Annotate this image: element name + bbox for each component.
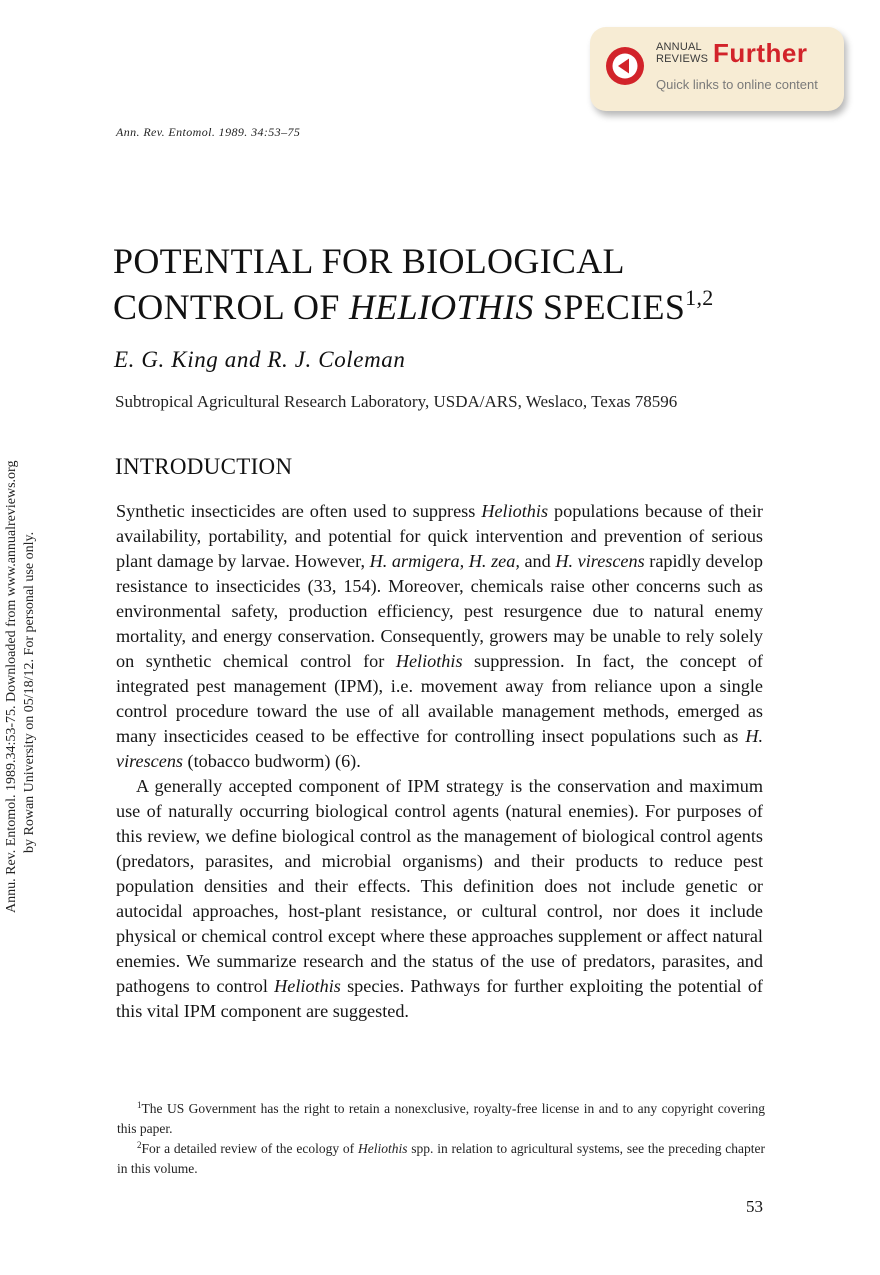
text-run: suppression. In fact, the concept of integrated pest management (IPM), i.e. movement away from reliance upon a single control procedure toward the use of all available management methods, emerged as many insecticides ceased to be effective for controlling insect populations such as	[116, 651, 763, 746]
page-number: 53	[746, 1197, 763, 1216]
paragraph-1	[116, 499, 763, 774]
title-line-1: POTENTIAL FOR BIOLOGICAL	[113, 241, 625, 281]
italic-run: Heliothis	[481, 501, 549, 521]
italic-run: Heliothis	[395, 651, 463, 671]
download-note-line-1: Annu. Rev. Entomol. 1989.34:53-75. Downloaded from www.annualreviews.org	[4, 460, 19, 913]
footnote-mark: 2	[137, 1140, 142, 1150]
footnote-1	[117, 1099, 765, 1139]
footnote-mark: 1	[137, 1100, 142, 1110]
download-note-line-2: by Rowan University on 05/18/12. For personal use only.	[22, 531, 37, 853]
italic-run: H. virescens	[555, 551, 645, 571]
left-arrow-circle-icon	[605, 46, 645, 86]
paragraph-2	[116, 774, 763, 1024]
affiliation: Subtropical Agricultural Research Laboratory, USDA/ARS, Weslaco, Texas 78596	[115, 392, 678, 411]
annual-label: ANNUAL	[656, 41, 702, 53]
body-text	[116, 499, 763, 1024]
text-run: species. Pathways for further exploiting the potential of this vital IPM component are suggested.	[116, 976, 763, 1021]
footnote-text: The US Government has the right to retain a nonexclusive, royalty-free license in and to any copyright covering this paper.	[117, 1101, 765, 1136]
text-run: (tobacco budworm) (6).	[183, 751, 361, 771]
text-run: A generally accepted component of IPM strategy is the conservation and maximum use of naturally occurring biological control agents (natural enemies). For purposes of this review, we define biological control as the management of biological control agents (predators, parasites, and microbial organisms) and their products to reduce pest population densities and their effects. This definition does not include genetic or autocidal approaches, host-plant resistance, or cultural control, nor does it include physical or chemical control except where these approaches supplement or affect natural enemies. We summarize research and the status of the use of predators, parasites, and pathogens to control	[116, 776, 763, 996]
italic-run: H. armigera, H. zea,	[369, 551, 520, 571]
text-run: Synthetic insecticides are often used to suppress	[116, 501, 482, 521]
footnote-text: spp. in relation to agricultural systems, see the preceding chapter in this volume.	[117, 1141, 765, 1176]
further-label: Further	[713, 38, 808, 68]
title-line-2-prefix: CONTROL OF	[113, 287, 349, 327]
text-run: and	[519, 551, 556, 571]
reviews-label: REVIEWS	[656, 53, 709, 65]
journal-citation: Ann. Rev. Entomol. 1989. 34:53–75	[116, 125, 301, 139]
section-heading: INTRODUCTION	[115, 454, 293, 479]
authors: E. G. King and R. J. Coleman	[114, 347, 406, 372]
italic-run: H. virescens	[116, 726, 763, 771]
footnote-2	[117, 1139, 765, 1179]
further-subtitle: Quick links to online content	[656, 77, 818, 92]
article-title	[113, 238, 714, 330]
title-footnote-marks: 1,2	[685, 285, 714, 310]
download-note	[0, 0, 60, 1275]
further-links-badge[interactable]	[590, 27, 844, 111]
footnotes	[117, 1099, 765, 1179]
title-genus: HELIOTHIS	[348, 287, 534, 327]
text-run: populations because of their availability, portability, and potential for quick intervention and prevention of serious plant damage by larvae. However,	[116, 501, 763, 571]
text-run: rapidly develop resistance to insecticides (33, 154). Moreover, chemicals raise other concerns such as environmental safety, production efficiency, pest resurgence due to natural enemy mortality, and energy conservation. Consequently, growers may be unable to rely solely on synthetic chemical control for	[116, 551, 763, 671]
italic-run: Heliothis	[274, 976, 341, 996]
footnote-text: For a detailed review of the ecology of	[141, 1141, 358, 1156]
italic-run: Heliothis	[357, 1141, 408, 1156]
title-line-2-suffix: SPECIES	[533, 287, 686, 327]
